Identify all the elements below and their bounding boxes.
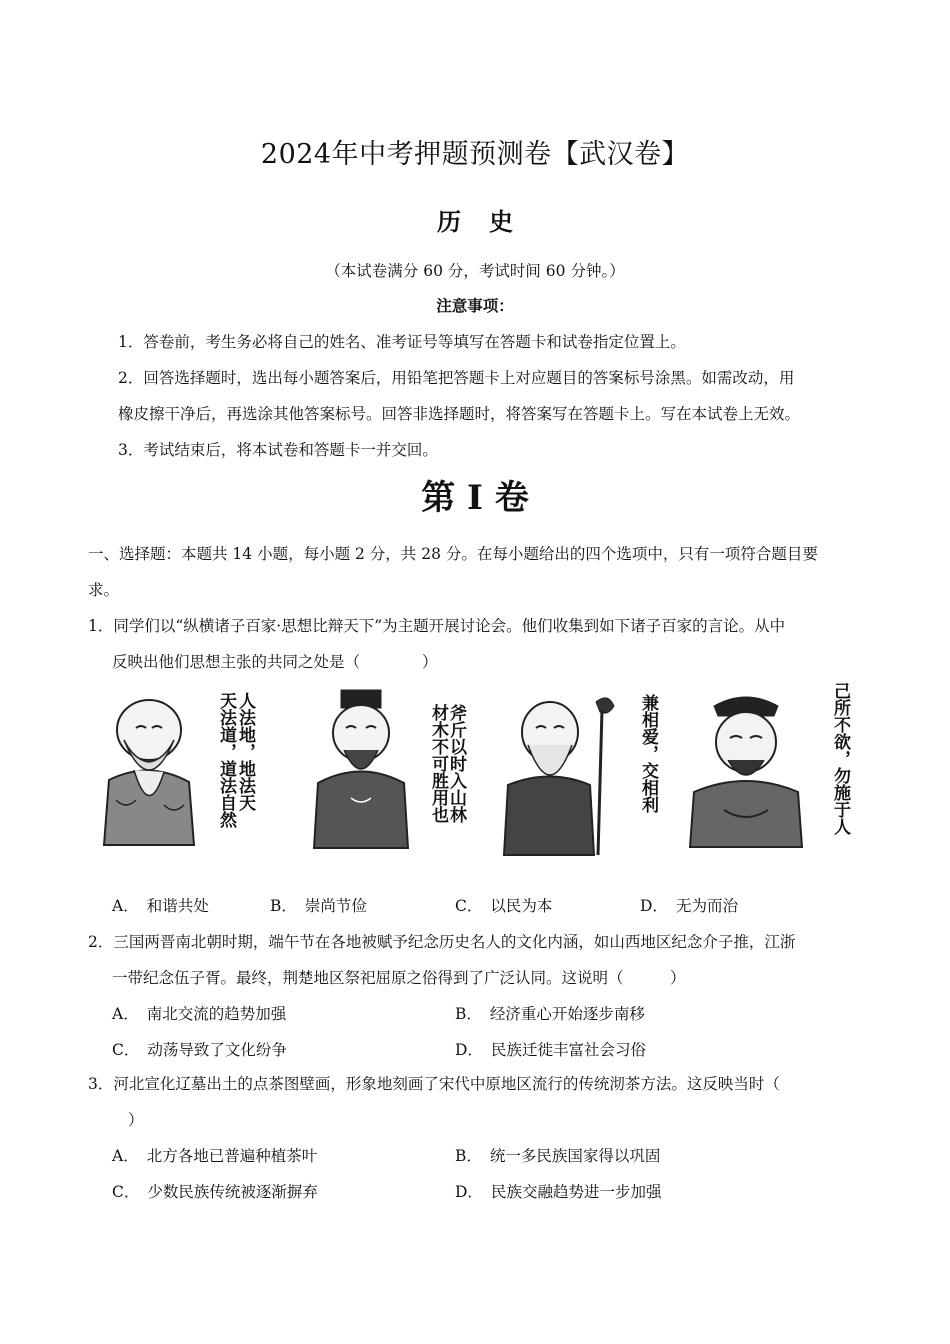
page-title: 2024年中考押题预测卷【武汉卷】 bbox=[260, 139, 690, 170]
mozi-portrait bbox=[498, 690, 618, 860]
note-item: 2．回答选择题时，选出每小题答案后，用铅笔把答题卡上对应题目的答案标号涂黑。如需改动，用 bbox=[118, 369, 795, 387]
philosophers-illustration bbox=[88, 680, 868, 860]
note-item: 1．答卷前，考生务必将自己的姓名、准考证号等填写在答题卡和试卷指定位置上。 bbox=[118, 333, 686, 351]
note-item: 橡皮擦干净后，再选涂其他答案标号。回答非选择题时，将答案写在答题卡上。写在本试卷上无效。 bbox=[118, 405, 801, 423]
mencius-quote-line-1: 斧斤以时入山林 bbox=[446, 704, 466, 823]
q2-option-a[interactable]: A． 南北交流的趋势加强 bbox=[112, 1005, 287, 1023]
section-instruction: 求。 bbox=[88, 581, 120, 599]
confucius-portrait bbox=[684, 692, 809, 852]
mencius-portrait bbox=[306, 688, 416, 853]
laozi-quote-line-1: 天法道，道法自然 bbox=[216, 692, 236, 828]
q2-option-b[interactable]: B． 经济重心开始逐步南移 bbox=[455, 1005, 645, 1023]
mencius-quote-line-2: 材木不可胜用也 bbox=[428, 704, 448, 823]
q2-option-d[interactable]: D． 民族迁徙丰富社会习俗 bbox=[455, 1041, 646, 1059]
q3-option-d[interactable]: D． 民族交融趋势进一步加强 bbox=[455, 1183, 662, 1201]
q3-option-a[interactable]: A． 北方各地已普遍种植茶叶 bbox=[112, 1147, 318, 1165]
notes-title: 注意事项： bbox=[436, 296, 514, 315]
section-title: 第 I 卷 bbox=[421, 478, 529, 518]
section-instruction: 一、选择题：本题共 14 小题，每小题 2 分，共 28 分。在每小题给出的四个选项中，只有一项符合题目要 bbox=[88, 545, 818, 563]
question-2-stem: 2．三国两晋南北朝时期，端午节在各地被赋予纪念历史名人的文化内涵，如山西地区纪念介子推，江浙 bbox=[88, 933, 796, 951]
question-3-stem: ） bbox=[128, 1111, 144, 1129]
q1-option-d[interactable]: D． 无为而治 bbox=[640, 897, 738, 915]
question-1-stem: 1．同学们以“纵横诸子百家·思想比辩天下”为主题开展讨论会。他们收集到如下诸子百家的言论。从中 bbox=[88, 617, 786, 635]
q2-option-c[interactable]: C． 动荡导致了文化纷争 bbox=[112, 1041, 287, 1059]
exam-time-note: （本试卷满分 60 分，考试时间 60 分钟。） bbox=[325, 262, 625, 280]
q1-option-b[interactable]: B． 崇尚节俭 bbox=[270, 897, 367, 915]
q1-option-c[interactable]: C． 以民为本 bbox=[455, 897, 553, 915]
q3-option-b[interactable]: B． 统一多民族国家得以巩固 bbox=[455, 1147, 661, 1165]
confucius-quote: 己所不欲，勿施于人 bbox=[830, 682, 850, 835]
laozi-quote-line-2: 人法地，地法天 bbox=[235, 692, 255, 811]
note-item: 3．考试结束后，将本试卷和答题卡一并交回。 bbox=[118, 441, 438, 459]
question-3-stem: 3．河北宣化辽墓出土的点茶图壁画，形象地刻画了宋代中原地区流行的传统沏茶方法。这反映当时（ bbox=[88, 1075, 780, 1093]
mozi-quote: 兼相爱，交相利 bbox=[638, 694, 658, 813]
q3-option-c[interactable]: C． 少数民族传统被逐渐摒弃 bbox=[112, 1183, 318, 1201]
question-2-stem: 一带纪念伍子胥。最终，荆楚地区祭祀屈原之俗得到了广泛认同。这说明（ ） bbox=[112, 969, 686, 987]
q1-option-a[interactable]: A． 和谐共处 bbox=[112, 897, 209, 915]
subject-heading: 历史 bbox=[437, 207, 541, 236]
laozi-portrait bbox=[94, 690, 204, 850]
question-1-stem: 反映出他们思想主张的共同之处是（ ） bbox=[112, 653, 438, 671]
